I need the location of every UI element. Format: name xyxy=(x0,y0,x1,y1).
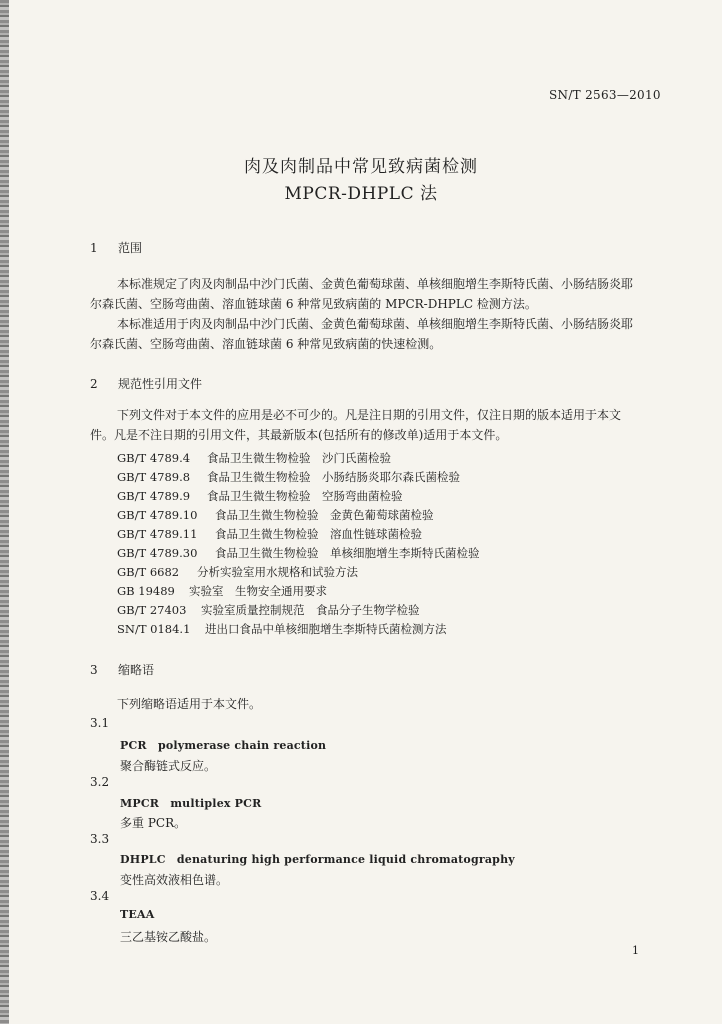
reference-item xyxy=(117,564,358,580)
abbreviation-term: MPCR multiplex PCR xyxy=(120,797,262,810)
document-subtitle: MPCR-DHPLC 法 xyxy=(284,184,438,204)
reference-code: GB/T 4789.9 xyxy=(117,489,191,503)
section-number: 2 xyxy=(90,377,98,391)
reference-item xyxy=(117,507,434,523)
page-number: 1 xyxy=(632,944,639,957)
abbreviation-term: PCR polymerase chain reaction xyxy=(120,739,327,752)
abbreviation-definition: 变性高效液相色谱。 xyxy=(120,873,229,887)
paragraph-line: 本标准规定了肉及肉制品中沙门氏菌、金黄色葡萄球菌、单核细胞增生李斯特氏菌、小肠结肠炎耶 xyxy=(117,277,634,291)
section-title: 缩略语 xyxy=(118,663,155,677)
reference-title: 食品卫生微生物检验 金黄色葡萄球菌检验 xyxy=(215,508,434,522)
reference-title: 食品卫生微生物检验 小肠结肠炎耶尔森氏菌检验 xyxy=(207,470,460,484)
reference-title: 食品卫生微生物检验 溶血性链球菌检验 xyxy=(215,527,422,541)
reference-title: 食品卫生微生物检验 单核细胞增生李斯特氏菌检验 xyxy=(215,546,480,560)
reference-item xyxy=(117,450,391,466)
reference-code: GB/T 6682 xyxy=(117,565,180,579)
abbreviation-definition: 聚合酶链式反应。 xyxy=(120,759,217,773)
section-number: 1 xyxy=(90,241,98,255)
paragraph-line: 下列文件对于本文件的应用是必不可少的。凡是注日期的引用文件，仅注日期的版本适用于本文 xyxy=(117,408,622,422)
reference-item xyxy=(117,469,460,485)
abbreviation-definition: 多重 PCR。 xyxy=(120,816,187,830)
section-heading-abbreviations xyxy=(90,661,154,678)
reference-code: SN/T 0184.1 xyxy=(117,622,191,636)
reference-item xyxy=(117,583,327,599)
reference-item xyxy=(117,621,447,637)
paragraph-line: 本标准适用于肉及肉制品中沙门氏菌、金黄色葡萄球菌、单核细胞增生李斯特氏菌、小肠结肠炎耶 xyxy=(117,317,634,331)
reference-code: GB/T 27403 xyxy=(117,603,187,617)
paragraph-line: 尔森氏菌、空肠弯曲菌、溶血链球菌 6 种常见致病菌的快速检测。 xyxy=(90,337,442,351)
section-number: 3 xyxy=(90,663,98,677)
clause-number: 3.3 xyxy=(90,832,110,846)
reference-item xyxy=(117,602,420,618)
reference-title: 食品卫生微生物检验 空肠弯曲菌检验 xyxy=(207,489,403,503)
section-heading-scope xyxy=(90,239,142,256)
section-title: 规范性引用文件 xyxy=(118,377,203,391)
abbreviation-term: TEAA xyxy=(120,908,155,921)
abbreviation-definition: 三乙基铵乙酸盐。 xyxy=(120,930,217,944)
clause-number: 3.2 xyxy=(90,775,110,789)
paragraph-line: 下列缩略语适用于本文件。 xyxy=(117,697,262,711)
reference-code: GB 19489 xyxy=(117,584,175,598)
reference-title: 分析实验室用水规格和试验方法 xyxy=(197,565,358,579)
reference-item xyxy=(117,526,422,542)
reference-code: GB/T 4789.8 xyxy=(117,470,191,484)
reference-code: GB/T 4789.4 xyxy=(117,451,191,465)
paragraph-line: 尔森氏菌、空肠弯曲菌、溶血链球菌 6 种常见致病菌的 MPCR-DHPLC 检测方法。 xyxy=(90,297,537,311)
clause-number: 3.4 xyxy=(90,889,110,903)
paragraph-line: 件。凡是不注日期的引用文件，其最新版本(包括所有的修改单)适用于本文件。 xyxy=(90,428,508,442)
section-heading-normative-references xyxy=(90,375,202,392)
reference-code: GB/T 4789.10 xyxy=(117,508,198,522)
reference-item xyxy=(117,488,403,504)
document-title: 肉及肉制品中常见致病菌检测 xyxy=(244,157,478,177)
section-title: 范围 xyxy=(118,241,143,255)
abbreviation-term: DHPLC denaturing high performance liquid chromatography xyxy=(120,853,515,866)
reference-title: 进出口食品中单核细胞增生李斯特氏菌检测方法 xyxy=(205,622,447,636)
reference-code: GB/T 4789.30 xyxy=(117,546,198,560)
reference-code: GB/T 4789.11 xyxy=(117,527,198,541)
reference-title: 食品卫生微生物检验 沙门氏菌检验 xyxy=(207,451,391,465)
reference-item xyxy=(117,545,480,561)
standard-number: SN/T 2563—2010 xyxy=(549,88,661,102)
clause-number: 3.1 xyxy=(90,716,110,730)
reference-title: 实验室 生物安全通用要求 xyxy=(189,584,327,598)
reference-title: 实验室质量控制规范 食品分子生物学检验 xyxy=(201,603,420,617)
